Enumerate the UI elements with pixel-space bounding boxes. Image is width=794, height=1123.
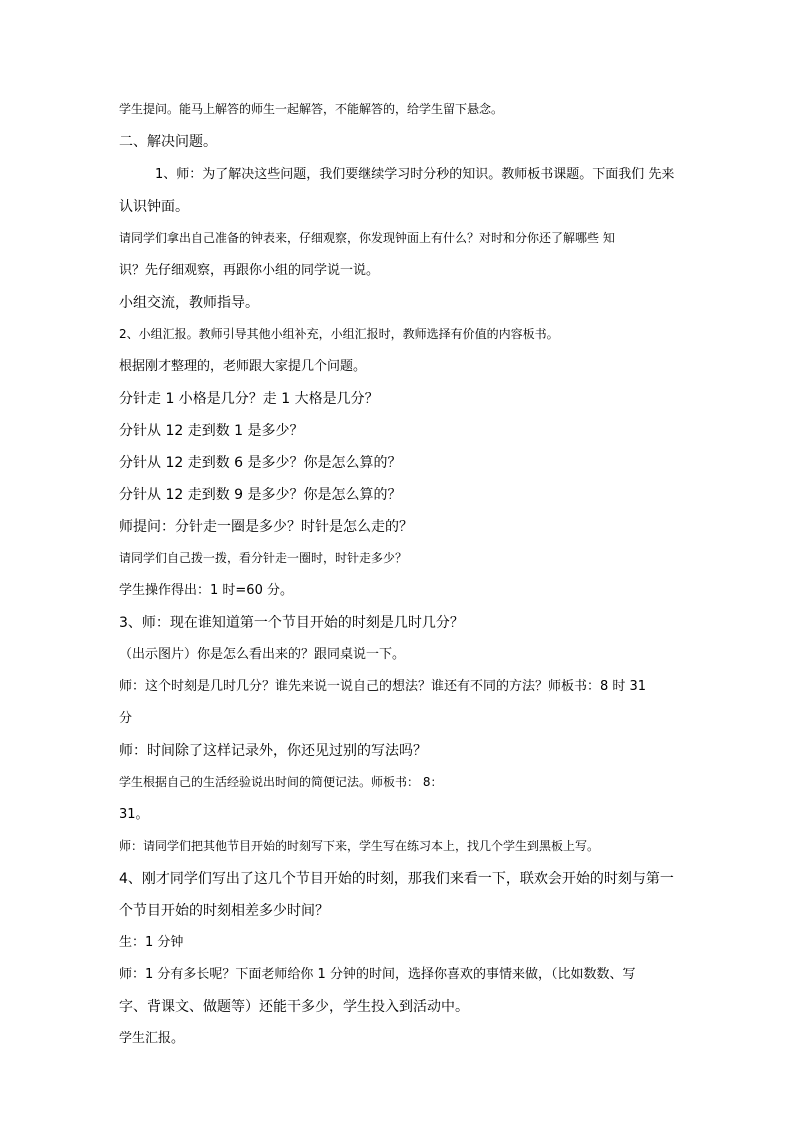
paragraph-line: 师：时间除了这样记录外，你还见过别的写法吗？ xyxy=(119,743,427,759)
paragraph-line: 请同学们拿出自己准备的钟表来，仔细观察，你发现钟面上有什么？对时和分你还了解哪些 知 xyxy=(119,231,615,245)
paragraph-line: 认识钟面。 xyxy=(119,199,189,215)
paragraph-line: 师：这个时刻是几时几分？谁先来说一说自己的想法？谁还有不同的方法？师板书：8 时 31 xyxy=(119,679,647,694)
section-heading: 二、解决问题。 xyxy=(119,134,217,150)
paragraph-line: 31。 xyxy=(119,807,149,822)
paragraph-line: （出示图片）你是怎么看出来的？跟同桌说一下。 xyxy=(119,647,406,662)
paragraph-line: 字、背课文、做题等）还能干多少，学生投入到活动中。 xyxy=(119,999,469,1015)
paragraph-line: 识？先仔细观察，再跟你小组的同学说一说。 xyxy=(119,263,380,278)
question-line: 分针从 12 走到数 1 是多少？ xyxy=(119,423,304,439)
paragraph-line: 师提问：分针走一圈是多少？时针是怎么走的？ xyxy=(119,519,413,535)
paragraph-line: 师：1 分有多长呢？下面老师给你 1 分钟的时间，选择你喜欢的事情来做，（比如数数、写 xyxy=(119,967,636,982)
question-line: 分针从 12 走到数 6 是多少？你是怎么算的？ xyxy=(119,455,402,471)
paragraph-line: 个节目开始的时刻相差多少时间？ xyxy=(119,903,329,919)
paragraph-line: 小组交流，教师指导。 xyxy=(119,295,259,311)
question-line: 分针走 1 小格是几分？走 1 大格是几分？ xyxy=(119,391,379,407)
paragraph-line: 根据刚才整理的，老师跟大家提几个问题。 xyxy=(119,359,367,374)
paragraph-line: 3、师：现在谁知道第一个节目开始的时刻是几时几分？ xyxy=(119,615,464,631)
paragraph-line: 学生汇报。 xyxy=(119,1031,185,1046)
paragraph-line: 师：请同学们把其他节目开始的时刻写下来，学生写在练习本上，找几个学生到黑板上写。 xyxy=(119,839,600,853)
paragraph-line: 学生操作得出：1 时=60 分。 xyxy=(119,583,293,598)
paragraph-line: 2、小组汇报。教师引导其他小组补充，小组汇报时，教师选择有价值的内容板书。 xyxy=(119,327,559,341)
paragraph-line: 生：1 分钟 xyxy=(119,935,184,950)
paragraph-line: 学生提问。能马上解答的师生一起解答，不能解答的，给学生留下悬念。 xyxy=(119,102,504,116)
paragraph-line: 4、刚才同学们写出了这几个节目开始的时刻，那我们来看一下，联欢会开始的时刻与第一 xyxy=(119,871,674,887)
question-line: 分针从 12 走到数 9 是多少？你是怎么算的？ xyxy=(119,487,402,503)
paragraph-line: 学生根据自己的生活经验说出时间的简便记法。师板书： 8： xyxy=(119,775,443,789)
paragraph-line: 请同学们自己拨一拨，看分针走一圈时，时针走多少？ xyxy=(119,551,408,565)
paragraph-line: 1、师：为了解决这些问题，我们要继续学习时分秒的知识。教师板书课题。下面我们 先来 xyxy=(155,167,675,182)
paragraph-line: 分 xyxy=(119,711,133,726)
